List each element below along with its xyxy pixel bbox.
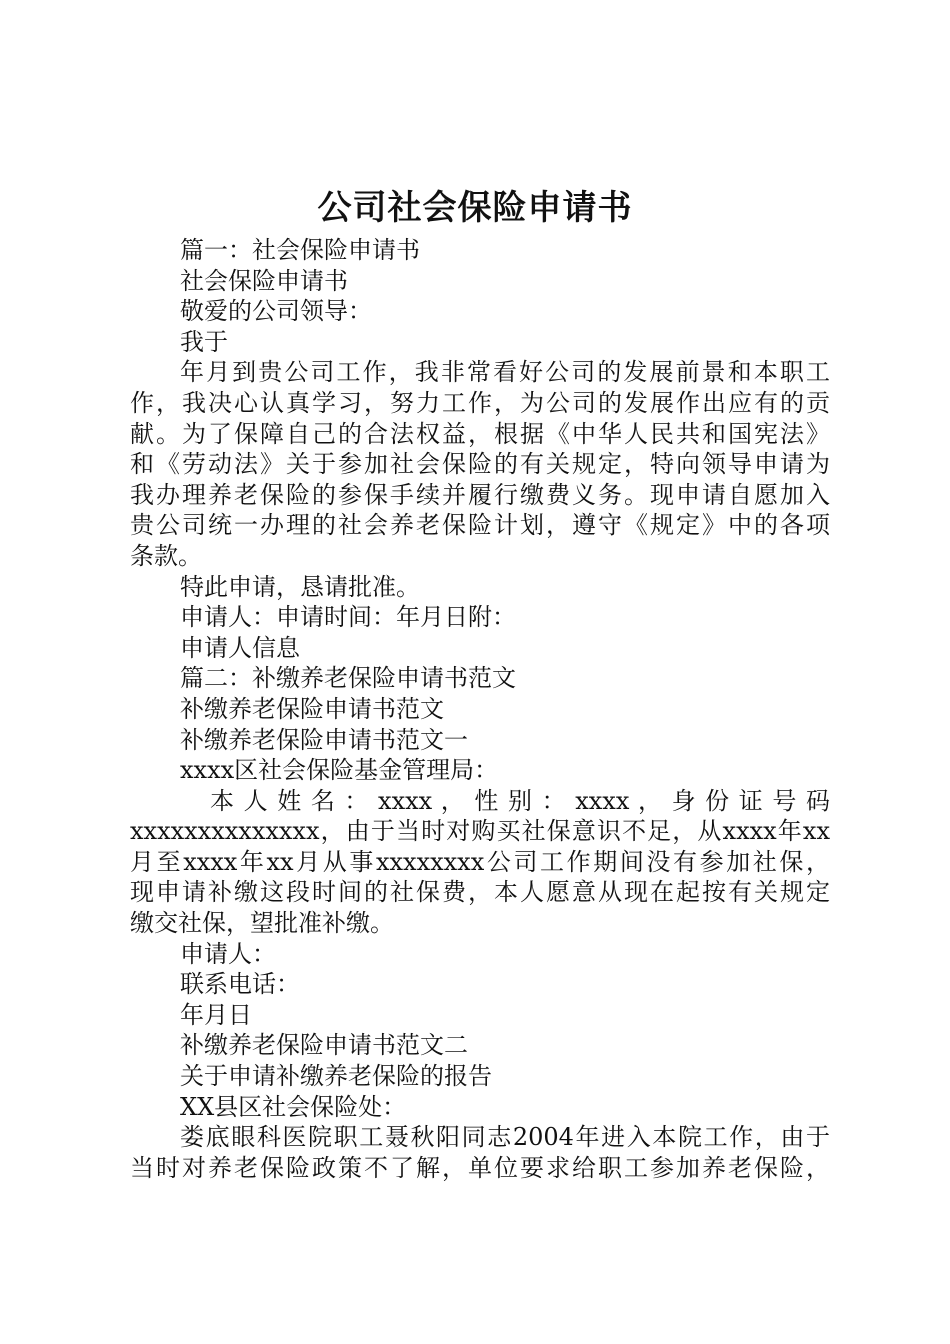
attachment-line: 申请人信息 [180,633,300,662]
date-line: 年月日 [180,1000,252,1029]
salutation: xxxx区社会保险基金管理局： [180,756,499,785]
signature-line: 申请人： [180,939,276,968]
subheading: 关于申请补缴养老保险的报告 [180,1062,492,1091]
salutation: 敬爱的公司领导： [180,297,372,326]
subheading: 补缴养老保险申请书范文 [180,694,444,723]
paragraph-line: 年月到贵公司工作，我非常看好公司的发展前景和本职工 [180,358,830,387]
section-heading-1: 篇一：社会保险申请书 [180,236,420,264]
paragraph-line: 和《劳动法》关于参加社会保险的有关规定，特向领导申请为 [130,450,830,479]
paragraph-line: 条款。 [130,541,202,570]
subheading: 补缴养老保险申请书范文二 [180,1031,468,1060]
salutation: XX县区社会保险处： [180,1092,407,1121]
contact-line: 联系电话： [180,970,300,999]
paragraph-line: 月至xxxx年xx月从事xxxxxxxx公司工作期间没有参加社保， [130,847,830,876]
paragraph-line: 缴交社保，望批准补缴。 [130,909,394,938]
paragraph-line: xxxxxxxxxxxxxx，由于当时对购买社保意识不足，从xxxx年xx [130,817,830,846]
paragraph-line: 现申请补缴这段时间的社保费，本人愿意从现在起按有关规定 [130,878,830,907]
paragraph-line: 当时对养老保险政策不了解，单位要求给职工参加养老保险， [130,1153,830,1182]
section-heading-2: 篇二：补缴养老保险申请书范文 [180,664,516,693]
paragraph-line: 贵公司统一办理的社会养老保险计划，遵守《规定》中的各项 [130,511,830,540]
subheading: 社会保险申请书 [180,266,348,295]
document-title: 公司社会保险申请书 [317,188,633,228]
paragraph-line: 娄底眼科医院职工聂秋阳同志2004年进入本院工作，由于 [180,1123,830,1152]
paragraph-line: 作，我决心认真学习，努力工作，为公司的发展作出应有的贡 [130,388,830,417]
document-body [130,235,830,1183]
signature-line: 申请人：申请时间：年月日附： [180,603,516,632]
subheading: 补缴养老保险申请书范文一 [180,725,468,754]
paragraph-line: 我办理养老保险的参保手续并履行缴费义务。现申请自愿加入 [130,480,830,509]
paragraph-line: 我于 [180,327,228,356]
closing-line: 特此申请，恳请批准。 [180,572,420,601]
paragraph-line: 本 人 姓 名 ： xxxx ， 性 别 ： xxxx ， 身 份 证 号 码 [210,786,830,815]
paragraph-line: 献。为了保障自己的合法权益，根据《中华人民共和国宪法》 [130,419,830,448]
